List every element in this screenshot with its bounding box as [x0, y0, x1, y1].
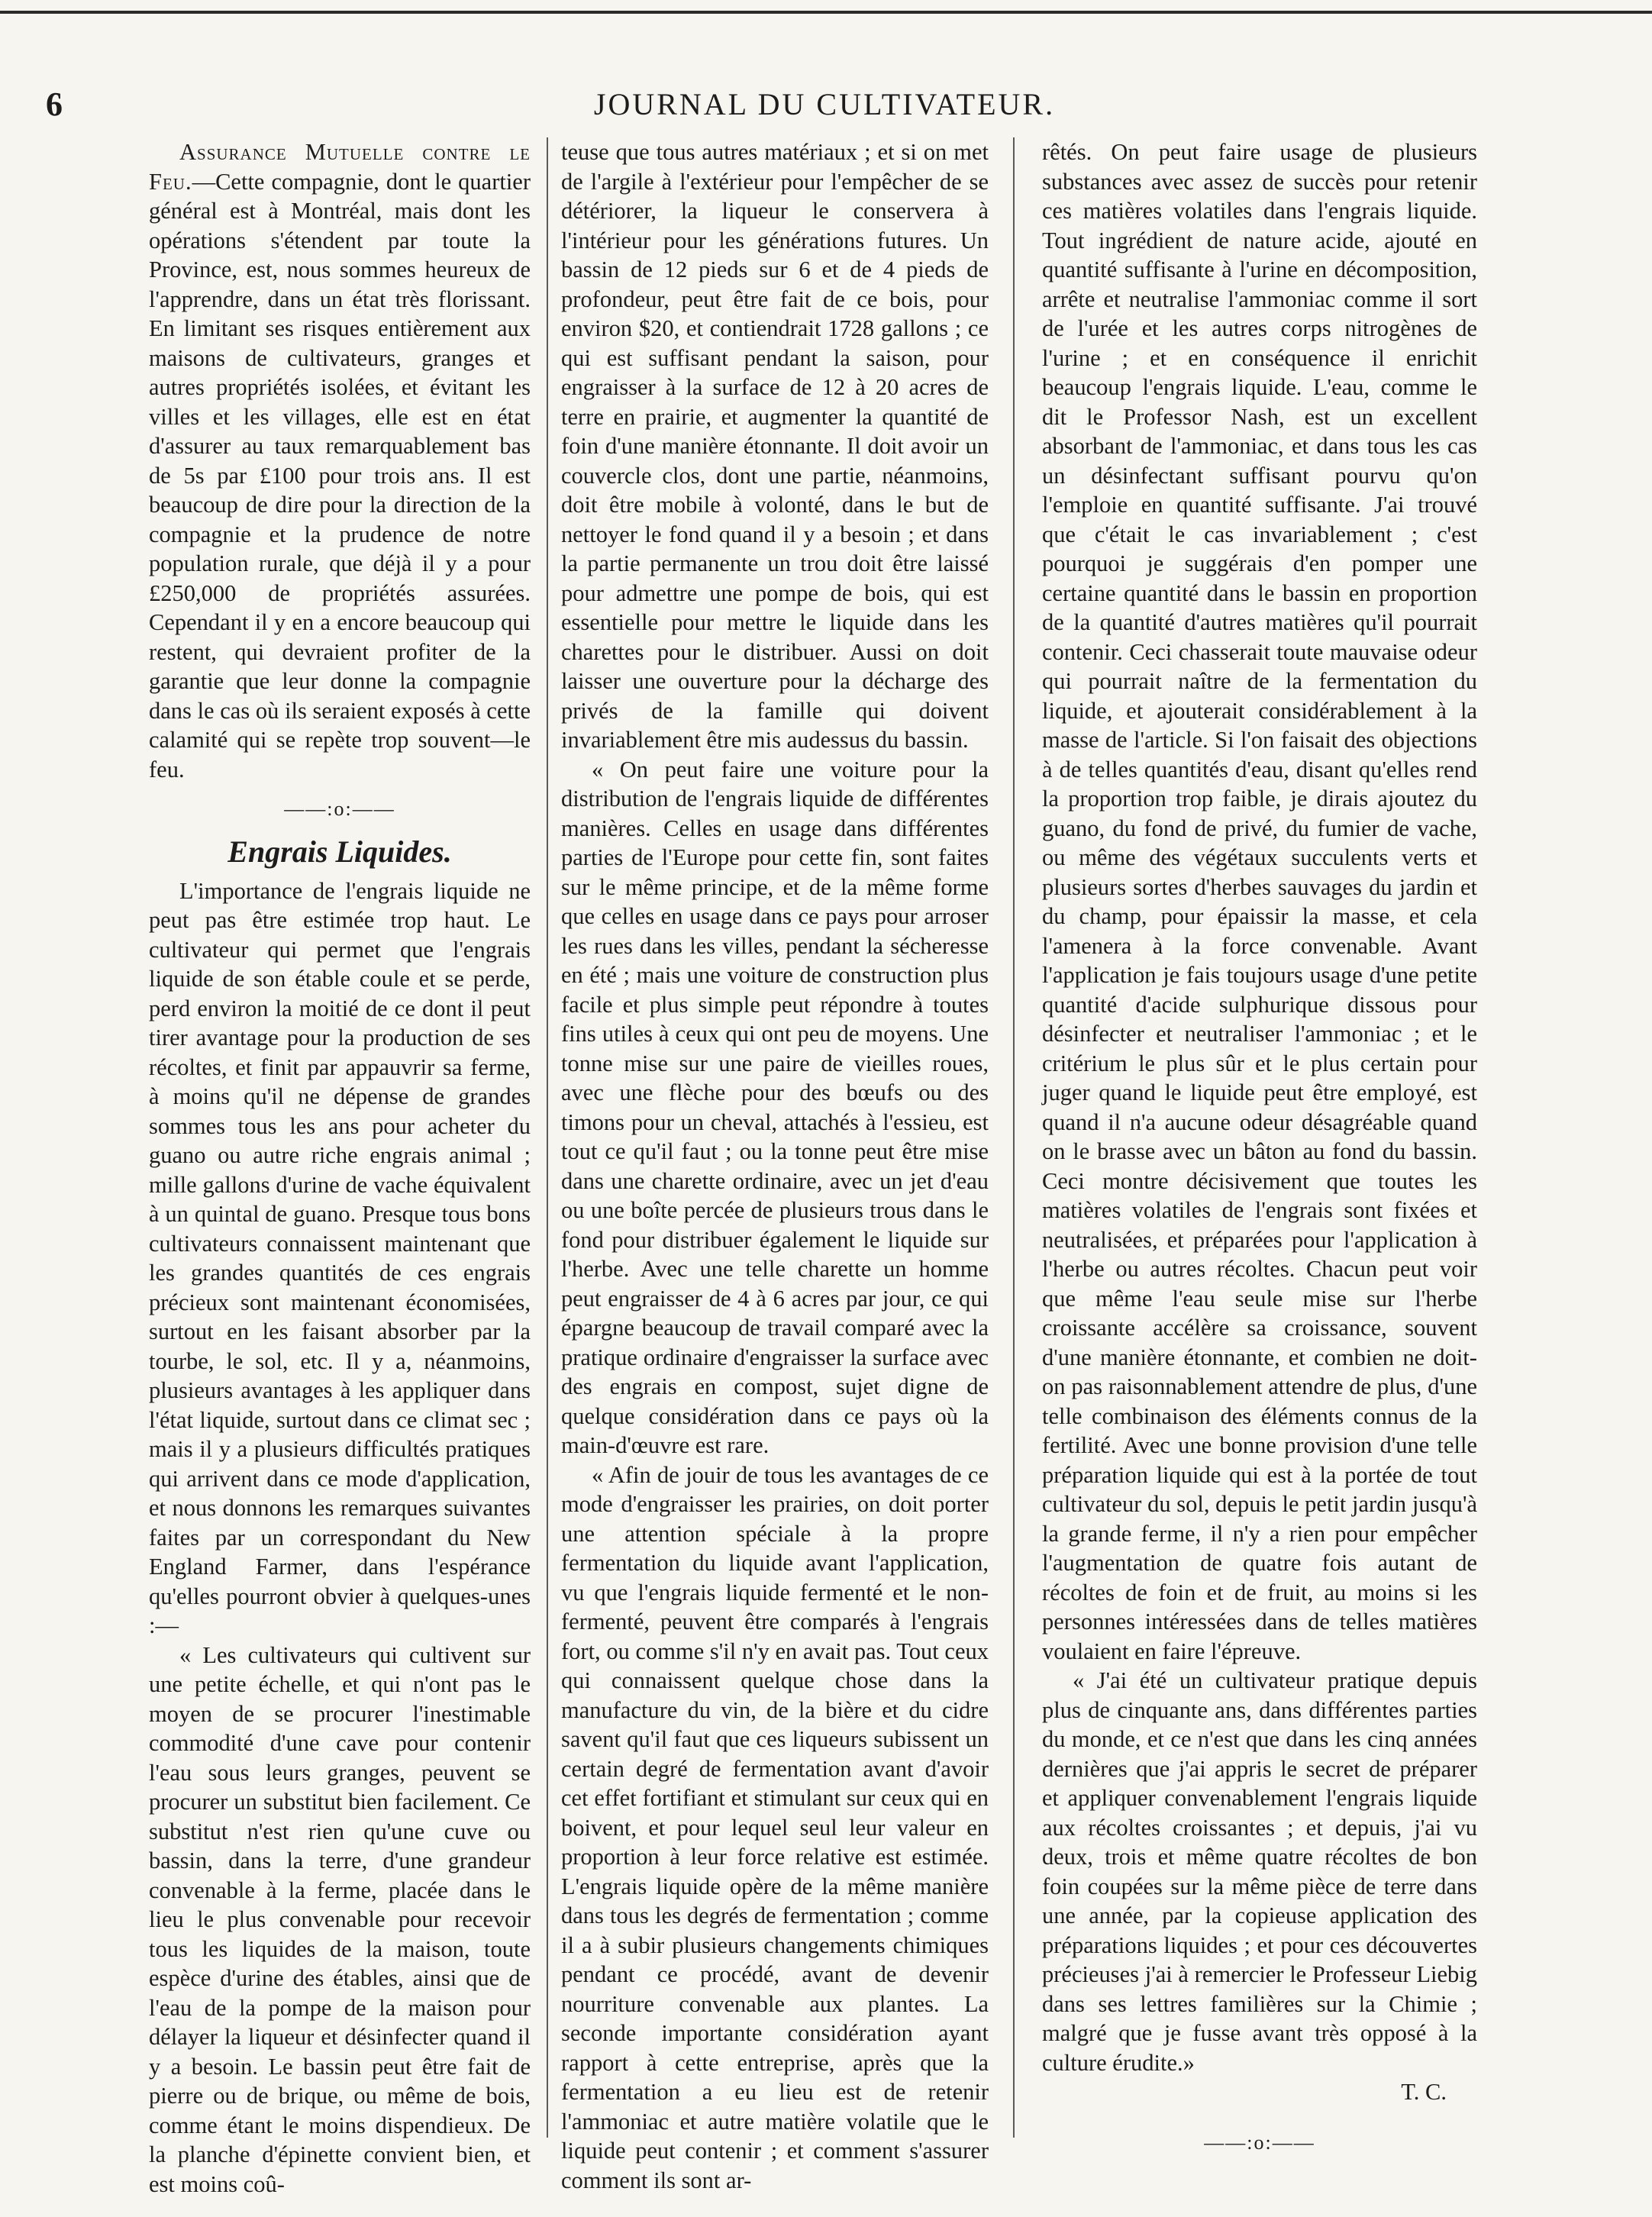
paragraph: rêtés. On peut faire usage de plusieurs substances avec assez de succès pour retenir ces matières volatiles dans l'engrais liquide. Tout ingrédient de nature acide, ajouté en quantité suffisante à l'urine en décomposition, arrête et neutralise l'ammoniac comme il sort de l'urée et les autres corps nitrogènes de l'urine ; et en conséquence il enrichit beaucoup l'engrais liquide. L'eau, comme le dit le Professor Nash, est un excellent absorbant de l'ammoniac, et dans tous les cas un désinfectant suffisant pourvu qu'on l'emploie en quantité suffisante. J'ai trouvé que c'était le cas invariablement ; c'est pourquoi je suggérais d'en pomper une certaine quantité dans le bassin en proportion de la quantité d'autres matières qu'il pourrait contenir. Ceci chasserait toute mauvaise odeur qui pourrait naître de la fermentation du liquide, et ajouterait considérablement à la masse de l'article. Si l'on faisait des objections à de telles quantités d'eau, disant qu'elles rend la proportion trop faible, je dirais ajoutez du guano, du fond de privé, du fumier de vache, ou même des végétaux succulents verts et plusieurs sortes d'herbes sauvages du jardin et du champ, pour épaissir la masse, et cela l'amenera à la force convenable. Avant l'application je fais toujours usage d'une petite quantité d'acide sulphurique dissous pour désinfecter et neutraliser l'ammoniac ; et le critérium le plus sûr et le plus certain pour juger quand le liquide peut être employé, est quand il n'a aucune odeur désagréable quand on le brasse avec un bâton au fond du bassin. Ceci montre décisivement que toutes les matières volatiles de l'engrais sont fixées et neutralisées, et préparées pour l'application à l'herbe ou autres récoltes. Chacun peut voir que même l'eau seule mise sur l'herbe croissante accélère sa croissance, souvent d'une manière étonnante, et combien ne doit-on pas raisonnablement attendre de plus, d'une telle combinaison des éléments connus de la fertilité. Avec une bonne provision d'une telle préparation liquide qui est à la portée de tout cultivateur du sol, depuis le petit jardin jusqu'à la grande ferme, il n'y a rien pour empêcher l'augmentation de quatre fois autant de récoltes de foin et de fruit, au moins si les personnes intéressées dans de telles matières voulaient en faire l'épreuve. [1042, 139, 1477, 1664]
column-1 [149, 137, 531, 2197]
column-3 [1042, 137, 1477, 2153]
paragraph: L'importance de l'engrais liquide ne peut pas être estimée trop haut. Le cultivateur qui permet que l'engrais liquide de son étable coule et se perde, perd environ la moitié de ce dont il peut tirer avantage pour la production de ses récoltes, et finit par appauvrir sa ferme, à moins qu'il ne dépense de grandes sommes tous les ans pour acheter du guano ou autre riche engrais animal ; mille gallons d'urine de vache équivalent à un quintal de guano. Presque tous bons cultivateurs connaissent maintenant que les grandes quantités de ces engrais précieux sont maintenant économisées, surtout en les faisant absorber par la tourbe, le sol, etc. Il y a, néanmoins, plusieurs avantages à les appliquer dans l'état liquide, surtout dans ce climat sec ; mais il y a plusieurs difficultés pratiques qui arrivent dans ce mode d'application, et nous donnons les remarques suivantes faites par un correspondant du New England Farmer, dans l'espérance qu'elles pourront obvier à quelques-unes :— [149, 877, 531, 1638]
assurance-article [149, 137, 531, 784]
section-separator: ——:o:—— [284, 798, 395, 820]
paragraph: « On peut faire une voiture pour la distribution de l'engrais liquide de différentes manières. Celles en usage dans différentes parties de l'Europe pour cette fin, sont faites sur le même principe, et de la même forme que celles en usage dans ce pays pour arroser les rues dans les villes, pendant la sécheresse en été ; mais une voiture de construction plus facile et plus simple peut répondre à toutes fins utiles à ceux qui ont peu de moyens. Une tonne mise sur une paire de vieilles roues, avec une flèche pour des bœufs ou des timons pour un cheval, attachés à l'essieu, est tout ce qu'il faut ; ou la tonne peut être mise dans une charette ordinaire, avec un jet d'eau ou une boîte percée de plusieurs trous dans le fond pour distribuer également le liquide sur l'herbe. Avec une telle charette un homme peut engraisser de 4 à 6 acres par jour, ce qui épargne beaucoup de travail comparé avec la pratique ordinaire d'engraisser la surface avec des engrais en compost, sujet digne de quelque considération dans ce pays où la main-d'œuvre est rare. [561, 756, 989, 1458]
top-rule [0, 11, 1652, 14]
page-header [46, 86, 1603, 124]
closing-separator: ——:o:—— [1204, 2131, 1315, 2154]
page-number: 6 [46, 86, 63, 123]
paragraph: « Les cultivateurs qui cultivent sur une petite échelle, et qui n'ont pas le moyen de se procurer l'inestimable commodité d'une cave pour contenir l'eau sous leurs granges, peuvent se procurer un substitut bien facilement. Ce substitut n'est rien qu'une cuve ou bassin, dans la terre, d'une grandeur convenable à la ferme, placée dans le lieu le plus convenable pour recevoir tous les liquides de la maison, toute espèce d'urine des étables, ainsi que de l'eau de la pompe de la maison pour délayer la liqueur et désinfecter quand il y a besoin. Le bassin peut être fait de pierre ou de brique, ou même de bois, comme étant le moins dispendieux. De la planche d'épinette convient bien, et est moins coû- [149, 1641, 531, 2197]
signature: T. C. [1401, 2079, 1447, 2105]
column-divider [1013, 137, 1015, 2138]
column-2 [561, 137, 989, 2193]
assurance-title: Assurance Mutuelle contre le Feu. [149, 139, 531, 195]
assurance-body: —Cette compagnie, dont le quartier général est à Montréal, mais dont les opérations s'étendent par toute la Province, est, nous sommes heureux de l'apprendre, dans un état très florissant. En limitant ses risques entièrement aux maisons de cultivateurs, granges et autres propriétés isolées, et évitant les villes et les villages, elle est en état d'assurer au taux remarquablement bas de 5s par £100 pour trois ans. Il est beaucoup de dire pour la direction de la compagnie et la prudence de notre population rurale, que déjà il y a pour £250,000 de propriétés assurées. Cependant il y en a encore beaucoup qui restent, qui devraient profiter de la garantie que leur donne la compagnie dans le cas où ils seraient exposés à cette calamité qui se repète trop souvent—le feu. [149, 168, 531, 783]
running-title: JOURNAL DU CULTIVATEUR. [593, 87, 1056, 121]
paragraph: « J'ai été un cultivateur pratique depuis plus de cinquante ans, dans différentes parties du monde, et ce n'est que dans les cinq années dernières que j'ai appris le secret de préparer et appliquer convenablement l'engrais liquide aux récoltes croissantes ; et depuis, j'ai vu deux, trois et même quatre récoltes de bon foin coupées sur la même pièce de terre dans une année, par la copieuse application des préparations liquides ; et pour ces découvertes précieuses j'ai à remercier le Professeur Liebig dans ses lettres familières sur la Chimie ; malgré que je fusse avant très opposé à la culture érudite.» [1042, 1667, 1477, 2076]
paragraph: teuse que tous autres matériaux ; et si on met de l'argile à l'extérieur pour l'empêcher de se détériorer, la liqueur le conservera à l'intérieur pour les générations futures. Un bassin de 12 pieds sur 6 et de 4 pieds de profondeur, peut être fait de ce bois, pour environ $20, et contiendrait 1728 gallons ; ce qui est suffisant pendant la saison, pour engraisser à la surface de 12 à 20 acres de terre en prairie, et augmenter la quantité de foin d'une manière étonnante. Il doit avoir un couvercle clos, dont une partie, néanmoins, doit être mobile à volonté, dans le but de nettoyer le fond quand il y a besoin ; et dans la partie permanente un trou doit être laissé pour admettre une pompe de bois, qui est essentielle pour mettre le liquide dans les charettes pour le distribuer. Aussi on doit laisser une ouverture pour la décharge des privés de la famille qui doivent invariablement être mis audessus du bassin. [561, 139, 989, 753]
section-heading: Engrais Liquides. [227, 834, 452, 869]
column-divider [547, 137, 548, 2138]
paragraph: « Afin de jouir de tous les avantages de ce mode d'engraisser les prairies, on doit porter une attention spéciale à la propre fermentation du liquide avant l'application, vu que l'engrais liquide fermenté et le non-fermenté, peuvent être comparés à l'engrais fort, ou comme s'il n'y en avait pas. Tout ceux qui connaissent quelque chose dans la manufacture du vin, de la bière et du cidre savent qu'il faut que ces liqueurs subissent un certain degré de fermentation avant d'avoir cet effet fortifiant et stimulant sur ceux qui en boivent, et pour lequel seul leur valeur en proportion à leur force relative est estimée. L'engrais liquide opère de la même manière dans tous les degrés de fermentation ; comme il a à subir plusieurs changements chimiques pendant ce procédé, avant de devenir nourriture convenable aux plantes. La seconde importante considération ayant rapport à cette entreprise, après que la fermentation a eu lieu est de retenir l'ammoniac et autre matière volatile que le liquide peut contenir ; et comment s'assurer comment ils sont ar- [561, 1461, 989, 2193]
